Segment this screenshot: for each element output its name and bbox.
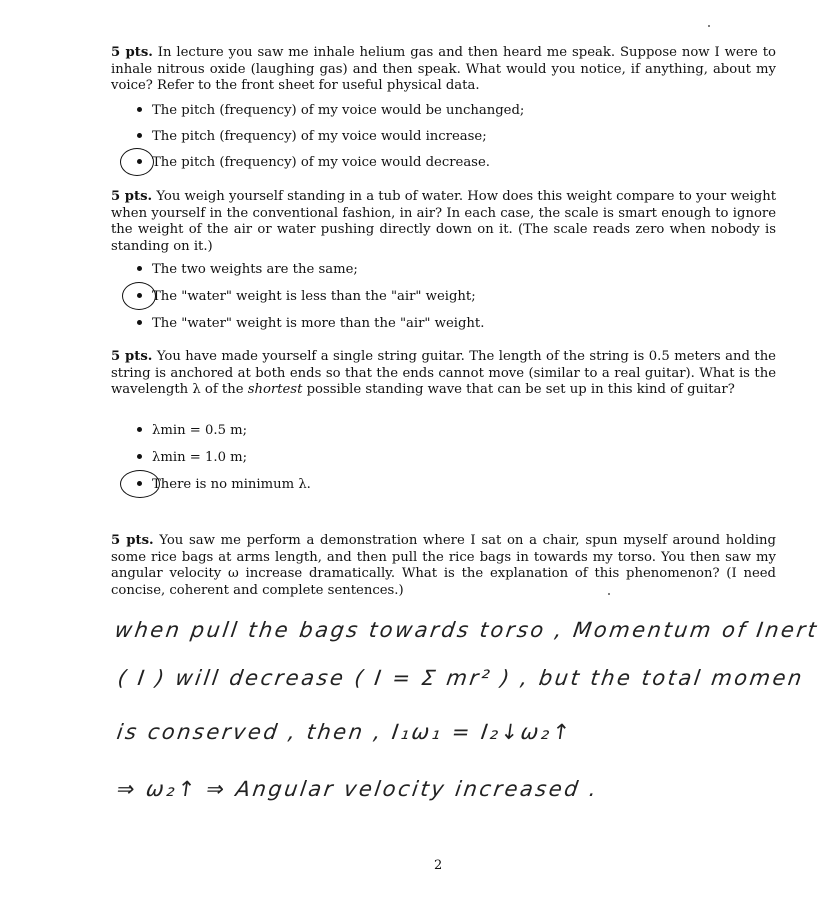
question-2-option-2 (137, 289, 476, 305)
scan-speck (608, 593, 610, 595)
question-3-text-a: You have made yourself a single string guitar. The length of the string is 0.5 meters and the string is anchored at both ends so that the ends cannot move (similar to a real guitar). What is the wavelength λ of the (111, 349, 776, 398)
question-2-text: You weigh yourself standing in a tub of water. How does this weight compare to your weight when yourself in the conventional fashion, in air? In each case, the scale is smart enough to ignore the weight of the air or water pushing directly down on it. (The scale reads zero when nobody is standing on it.) (111, 189, 776, 255)
question-3-points: 5 pts. (111, 349, 153, 364)
option-label: The two weights are the same; (152, 262, 358, 277)
question-2-option-1 (137, 262, 358, 278)
bullet-icon (137, 107, 142, 112)
bullet-icon (137, 427, 142, 432)
answer-circle-mark (120, 470, 160, 498)
bullet-icon (137, 320, 142, 325)
option-label: There is no minimum λ. (152, 477, 311, 492)
question-3-option-3 (137, 477, 311, 493)
question-2-points: 5 pts. (111, 189, 153, 204)
question-4-text: You saw me perform a demonstration where I sat on a chair, spun myself around holding some rice bags at arms length, and then pull the rice bags in towards my torso. You then saw my angular velocity ω increase dramatically. What is the explanation of this phenomenon? (I need concise, coherent and complete sentences.) (111, 533, 776, 599)
question-4-points: 5 pts. (111, 533, 154, 548)
option-label: The pitch (frequency) of my voice would be unchanged; (152, 103, 525, 118)
question-1-option-3 (137, 155, 490, 171)
handwritten-answer-line-1: when pull the bags towards torso , Momentum of Inert (113, 618, 821, 642)
question-2-option-3 (137, 316, 484, 332)
option-label: The "water" weight is more than the "air" weight. (152, 316, 485, 331)
question-1-option-1 (137, 103, 524, 119)
question-1 (111, 45, 776, 95)
option-label: The "water" weight is less than the "air" weight; (152, 289, 476, 304)
question-3-option-1 (137, 423, 247, 439)
bullet-icon (137, 133, 142, 138)
answer-circle-mark (122, 282, 156, 310)
answer-circle-mark (120, 148, 154, 176)
question-3-text-b: possible standing wave that can be set up in this kind of guitar? (302, 382, 735, 398)
question-2 (111, 189, 776, 256)
bullet-icon (137, 454, 142, 459)
page-number: 2 (434, 858, 443, 873)
option-label: λmin = 0.5 m; (152, 423, 248, 438)
scan-speck (708, 25, 710, 27)
handwritten-answer-line-4: ⇒ ω₂↑ ⇒ Angular velocity increased . (115, 777, 601, 801)
option-label: λmin = 1.0 m; (152, 450, 248, 465)
option-label: The pitch (frequency) of my voice would decrease. (152, 155, 490, 170)
handwritten-answer-line-3: is conserved , then , I₁ω₁ = I₂↓ω₂↑ (115, 720, 574, 744)
option-label: The pitch (frequency) of my voice would increase; (152, 129, 487, 144)
handwritten-answer-line-2: ( I ) will decrease ( I = Σ mr² ) , but the total momen (116, 666, 806, 690)
question-3 (111, 349, 776, 399)
bullet-icon (137, 266, 142, 271)
question-1-text: In lecture you saw me inhale helium gas and then heard me speak. Suppose now I were to inhale nitrous oxide (laughing gas) and then speak. What would you notice, if anything, about my voice? Refer to the front sheet for useful physical data. (111, 45, 776, 94)
question-3-emphasis: shortest (247, 382, 303, 398)
question-4 (111, 533, 776, 600)
question-1-option-2 (137, 129, 487, 145)
question-1-points: 5 pts. (111, 45, 153, 60)
question-3-option-2 (137, 450, 247, 466)
